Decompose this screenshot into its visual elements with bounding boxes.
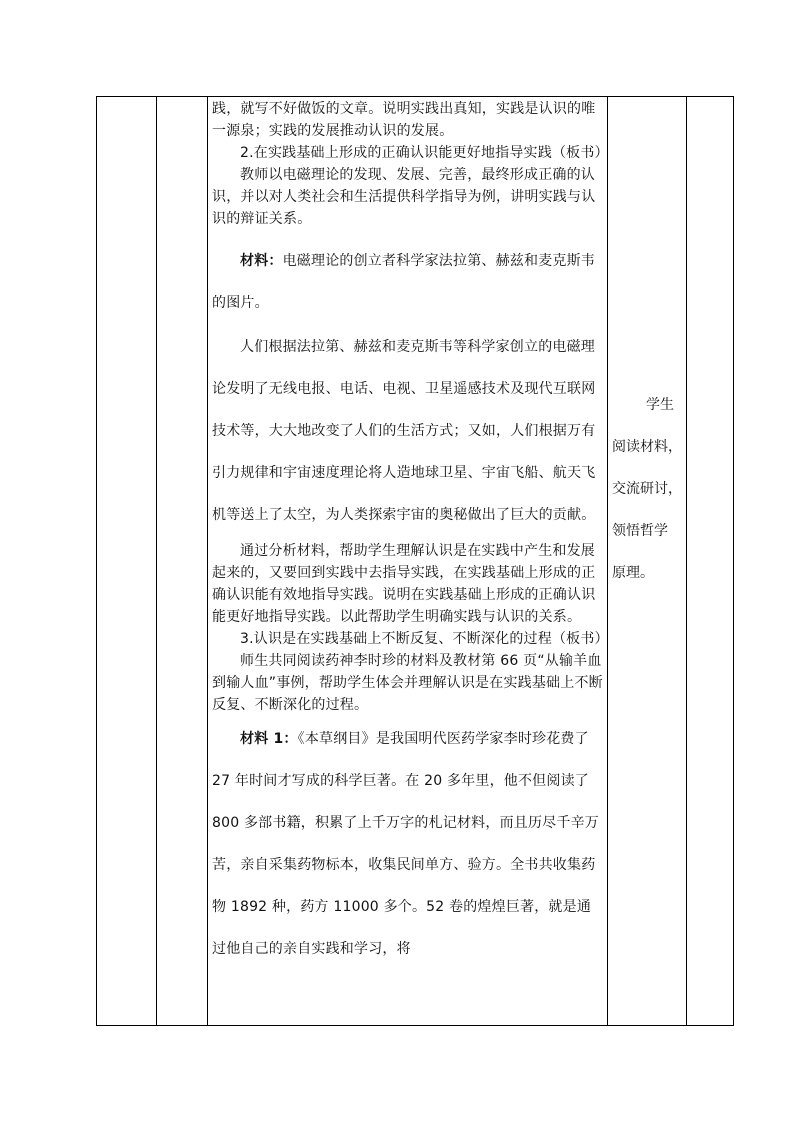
material-1-label: 材料 1： bbox=[240, 731, 298, 747]
student-activity-line: 交流研讨， bbox=[612, 481, 682, 497]
material-label: 材料： bbox=[240, 253, 283, 269]
heading-point-3: 3.认识是在实践基础上不断反复、不断深化的过程（板书） bbox=[240, 631, 609, 647]
student-activity-line: 阅读材料， bbox=[612, 439, 682, 455]
paragraph-practice-source: 践，就写不好做饭的文章。说明实践出真知，实践是认识的唯一源泉；实践的发展推动认识的发展。 bbox=[212, 101, 596, 139]
table-border-left bbox=[96, 96, 97, 1026]
column-divider-2 bbox=[207, 96, 208, 1026]
table-bottom-border bbox=[96, 1025, 734, 1026]
material-text: 电磁理论的创立者科学家法拉第、赫兹和麦克斯韦的图片。 bbox=[212, 253, 596, 311]
material-scientists bbox=[212, 240, 604, 324]
student-activity-line: 领悟哲学 bbox=[612, 523, 668, 539]
paragraph-electromagnetic-example: 教师以电磁理论的发现、发展、完善，最终形成正确的认识，并以对人类社会和生活提供科学指导为例，讲明实践与认识的辩证关系。 bbox=[212, 167, 596, 227]
paragraph-reading-activity: 师生共同阅读药神李时珍的材料及教材第 66 页“从输羊血到输人血”事例，帮助学生体会并理解认识是在实践基础上不断反复、不断深化的过程。 bbox=[212, 653, 603, 713]
paragraph-theory-applications: 人们根据法拉第、赫兹和麦克斯韦等科学家创立的电磁理论发明了无线电报、电话、电视、卫星遥感技术及现代互联网技术等，大大地改变了人们的生活方式；又如，人们根据万有引力规律和宇宙速度理论将人造地球卫星、宇宙飞船、航天飞机等送上了太空，为人类探索宇宙的奥秘做出了巨大的贡献。 bbox=[212, 339, 596, 523]
table-top-border bbox=[96, 96, 734, 97]
student-activity-cell bbox=[612, 384, 684, 594]
teaching-content-cell bbox=[212, 98, 609, 970]
heading-point-2: 2.在实践基础上形成的正确认识能更好地指导实践（板书） bbox=[240, 145, 609, 161]
student-activity-line: 学生 bbox=[646, 397, 674, 413]
column-divider-1 bbox=[156, 96, 157, 1026]
column-divider-3 bbox=[607, 96, 608, 1026]
material-1-text: 《本草纲目》是我国明代医药学家李时珍花费了 27 年时间才写成的科学巨著。在 20 多年里，他不但阅读了 800 多部书籍，积累了上千万字的札记材料，而且历尽千辛万苦，亲自采集药物标本，收集民间单方、验方。全书共收集药物 1892 种，药方 11000 多个。52 卷的煌煌巨著，就是通过他自己的亲自实践和学习，将 bbox=[212, 731, 599, 957]
column-divider-4 bbox=[686, 96, 687, 1026]
material-1-li-shizhen bbox=[212, 718, 604, 970]
table-border-right bbox=[733, 96, 734, 1026]
paragraph-analysis: 通过分析材料，帮助学生理解认识是在实践中产生和发展起来的，又要回到实践中去指导实践，在实践基础上形成的正确认识能有效地指导实践。说明在实践基础上形成的正确认识能更好地指导实践。以此帮助学生明确实践与认识的关系。 bbox=[212, 543, 596, 625]
student-activity-line: 原理。 bbox=[612, 565, 654, 581]
